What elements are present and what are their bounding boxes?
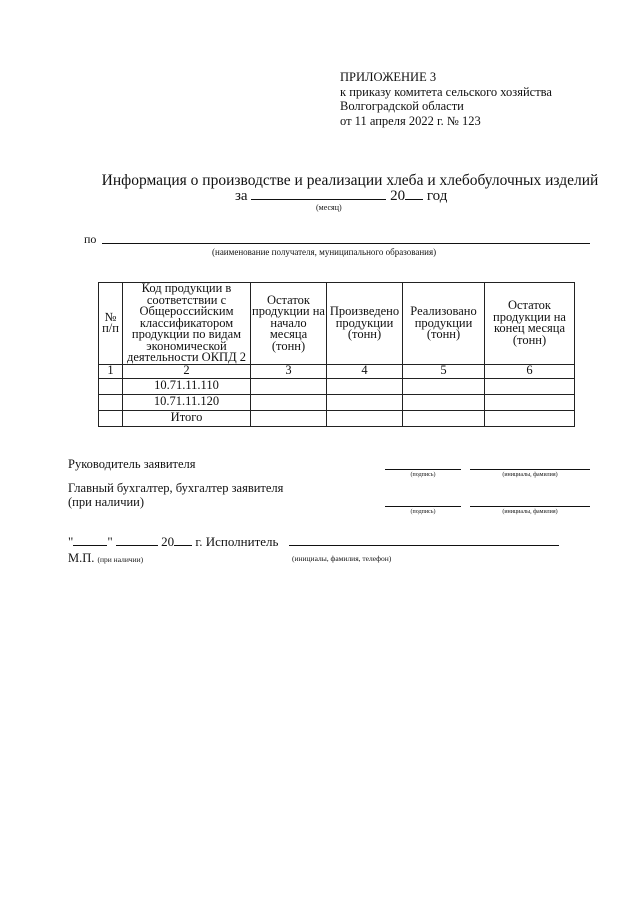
- stamp-line: [68, 551, 143, 566]
- row-number-cell[interactable]: [99, 394, 123, 410]
- stamp-caption: (при наличии): [97, 555, 144, 564]
- period-prefix: за: [235, 188, 248, 204]
- col-header-produced: Произведено продукции (тонн): [327, 283, 403, 365]
- accountant-initials-field[interactable]: [470, 506, 590, 507]
- column-number: 5: [403, 364, 485, 378]
- document-title: Информация о производстве и реализации хлеба и хлебобулочных изделий: [101, 172, 599, 189]
- recipient-prefix: по: [84, 232, 97, 246]
- order-date: от 11 апреля 2022 г. № 123: [340, 113, 481, 128]
- month-field[interactable]: [251, 187, 386, 200]
- appendix-header: [340, 70, 552, 128]
- end-balance-cell[interactable]: [485, 394, 575, 410]
- year-field[interactable]: [405, 187, 423, 200]
- produced-cell[interactable]: [327, 410, 403, 426]
- quote-open: ": [68, 534, 74, 549]
- product-code-cell: 10.71.11.120: [123, 394, 251, 410]
- sold-cell[interactable]: [403, 394, 485, 410]
- col-header-code: Код продукции в соответствии с Общероссийским классификатором продукции по видам экономической деятельности ОКПД 2: [123, 283, 251, 365]
- col-header-number: № п/п: [99, 283, 123, 365]
- column-number: 3: [251, 364, 327, 378]
- row-number-cell[interactable]: [99, 378, 123, 394]
- product-code-cell: 10.71.11.110: [123, 378, 251, 394]
- column-number: 1: [99, 364, 123, 378]
- executor-caption: (инициалы, фамилия, телефон): [292, 554, 392, 563]
- footer-year-prefix: 20: [161, 534, 175, 549]
- produced-cell[interactable]: [327, 394, 403, 410]
- produced-cell[interactable]: [327, 378, 403, 394]
- end-balance-cell[interactable]: [485, 378, 575, 394]
- column-number: 4: [327, 364, 403, 378]
- month-caption: (месяц): [316, 203, 342, 212]
- head-signature-caption: (подпись): [410, 472, 436, 478]
- executor-label: г. Исполнитель: [195, 534, 279, 549]
- head-label: Руководитель заявителя: [68, 457, 196, 471]
- region-name: Волгоградской области: [340, 99, 464, 113]
- order-reference: к приказу комитета сельского хозяйства: [340, 84, 552, 99]
- head-initials-caption: (инициалы, фамилия): [502, 472, 558, 478]
- column-number: 6: [485, 364, 575, 378]
- month-field-footer[interactable]: [116, 533, 158, 546]
- period-suffix: год: [426, 188, 448, 204]
- accountant-note: (при наличии): [68, 495, 145, 509]
- executor-field[interactable]: [289, 545, 559, 546]
- quote-close: ": [107, 534, 113, 549]
- total-label-cell: Итого: [123, 410, 251, 426]
- day-field[interactable]: [73, 533, 107, 546]
- table-row: [99, 378, 575, 394]
- production-table: [98, 282, 575, 427]
- end-balance-cell[interactable]: [485, 410, 575, 426]
- sold-cell[interactable]: [403, 410, 485, 426]
- table-header-row: [99, 283, 575, 365]
- col-header-start-balance: Остаток продукции на начало месяца (тонн): [251, 283, 327, 365]
- row-number-cell[interactable]: [99, 410, 123, 426]
- col-header-end-balance: Остаток продукции на конец месяца (тонн): [485, 283, 575, 365]
- accountant-signature-field[interactable]: [385, 506, 461, 507]
- accountant-label: Главный бухгалтер, бухгалтер заявителя: [68, 481, 284, 495]
- recipient-field[interactable]: [102, 243, 590, 244]
- start-balance-cell[interactable]: [251, 394, 327, 410]
- head-initials-field[interactable]: [470, 469, 590, 470]
- table-row: [99, 394, 575, 410]
- recipient-caption: (наименование получателя, муниципального образования): [212, 247, 437, 257]
- column-number-row: [99, 364, 575, 378]
- table-total-row: [99, 410, 575, 426]
- appendix-number: ПРИЛОЖЕНИЕ 3: [340, 70, 437, 84]
- stamp-label: М.П.: [68, 551, 95, 565]
- accountant-initials-caption: (инициалы, фамилия): [502, 509, 558, 515]
- sold-cell[interactable]: [403, 378, 485, 394]
- col-header-sold: Реализовано продукции (тонн): [403, 283, 485, 365]
- date-executor-line: [68, 533, 278, 550]
- start-balance-cell[interactable]: [251, 410, 327, 426]
- column-number: 2: [123, 364, 251, 378]
- start-balance-cell[interactable]: [251, 378, 327, 394]
- footer-year-field[interactable]: [174, 533, 192, 546]
- head-signature-field[interactable]: [385, 469, 461, 470]
- year-prefix: 20: [390, 188, 406, 204]
- accountant-signature-caption: (подпись): [410, 509, 436, 515]
